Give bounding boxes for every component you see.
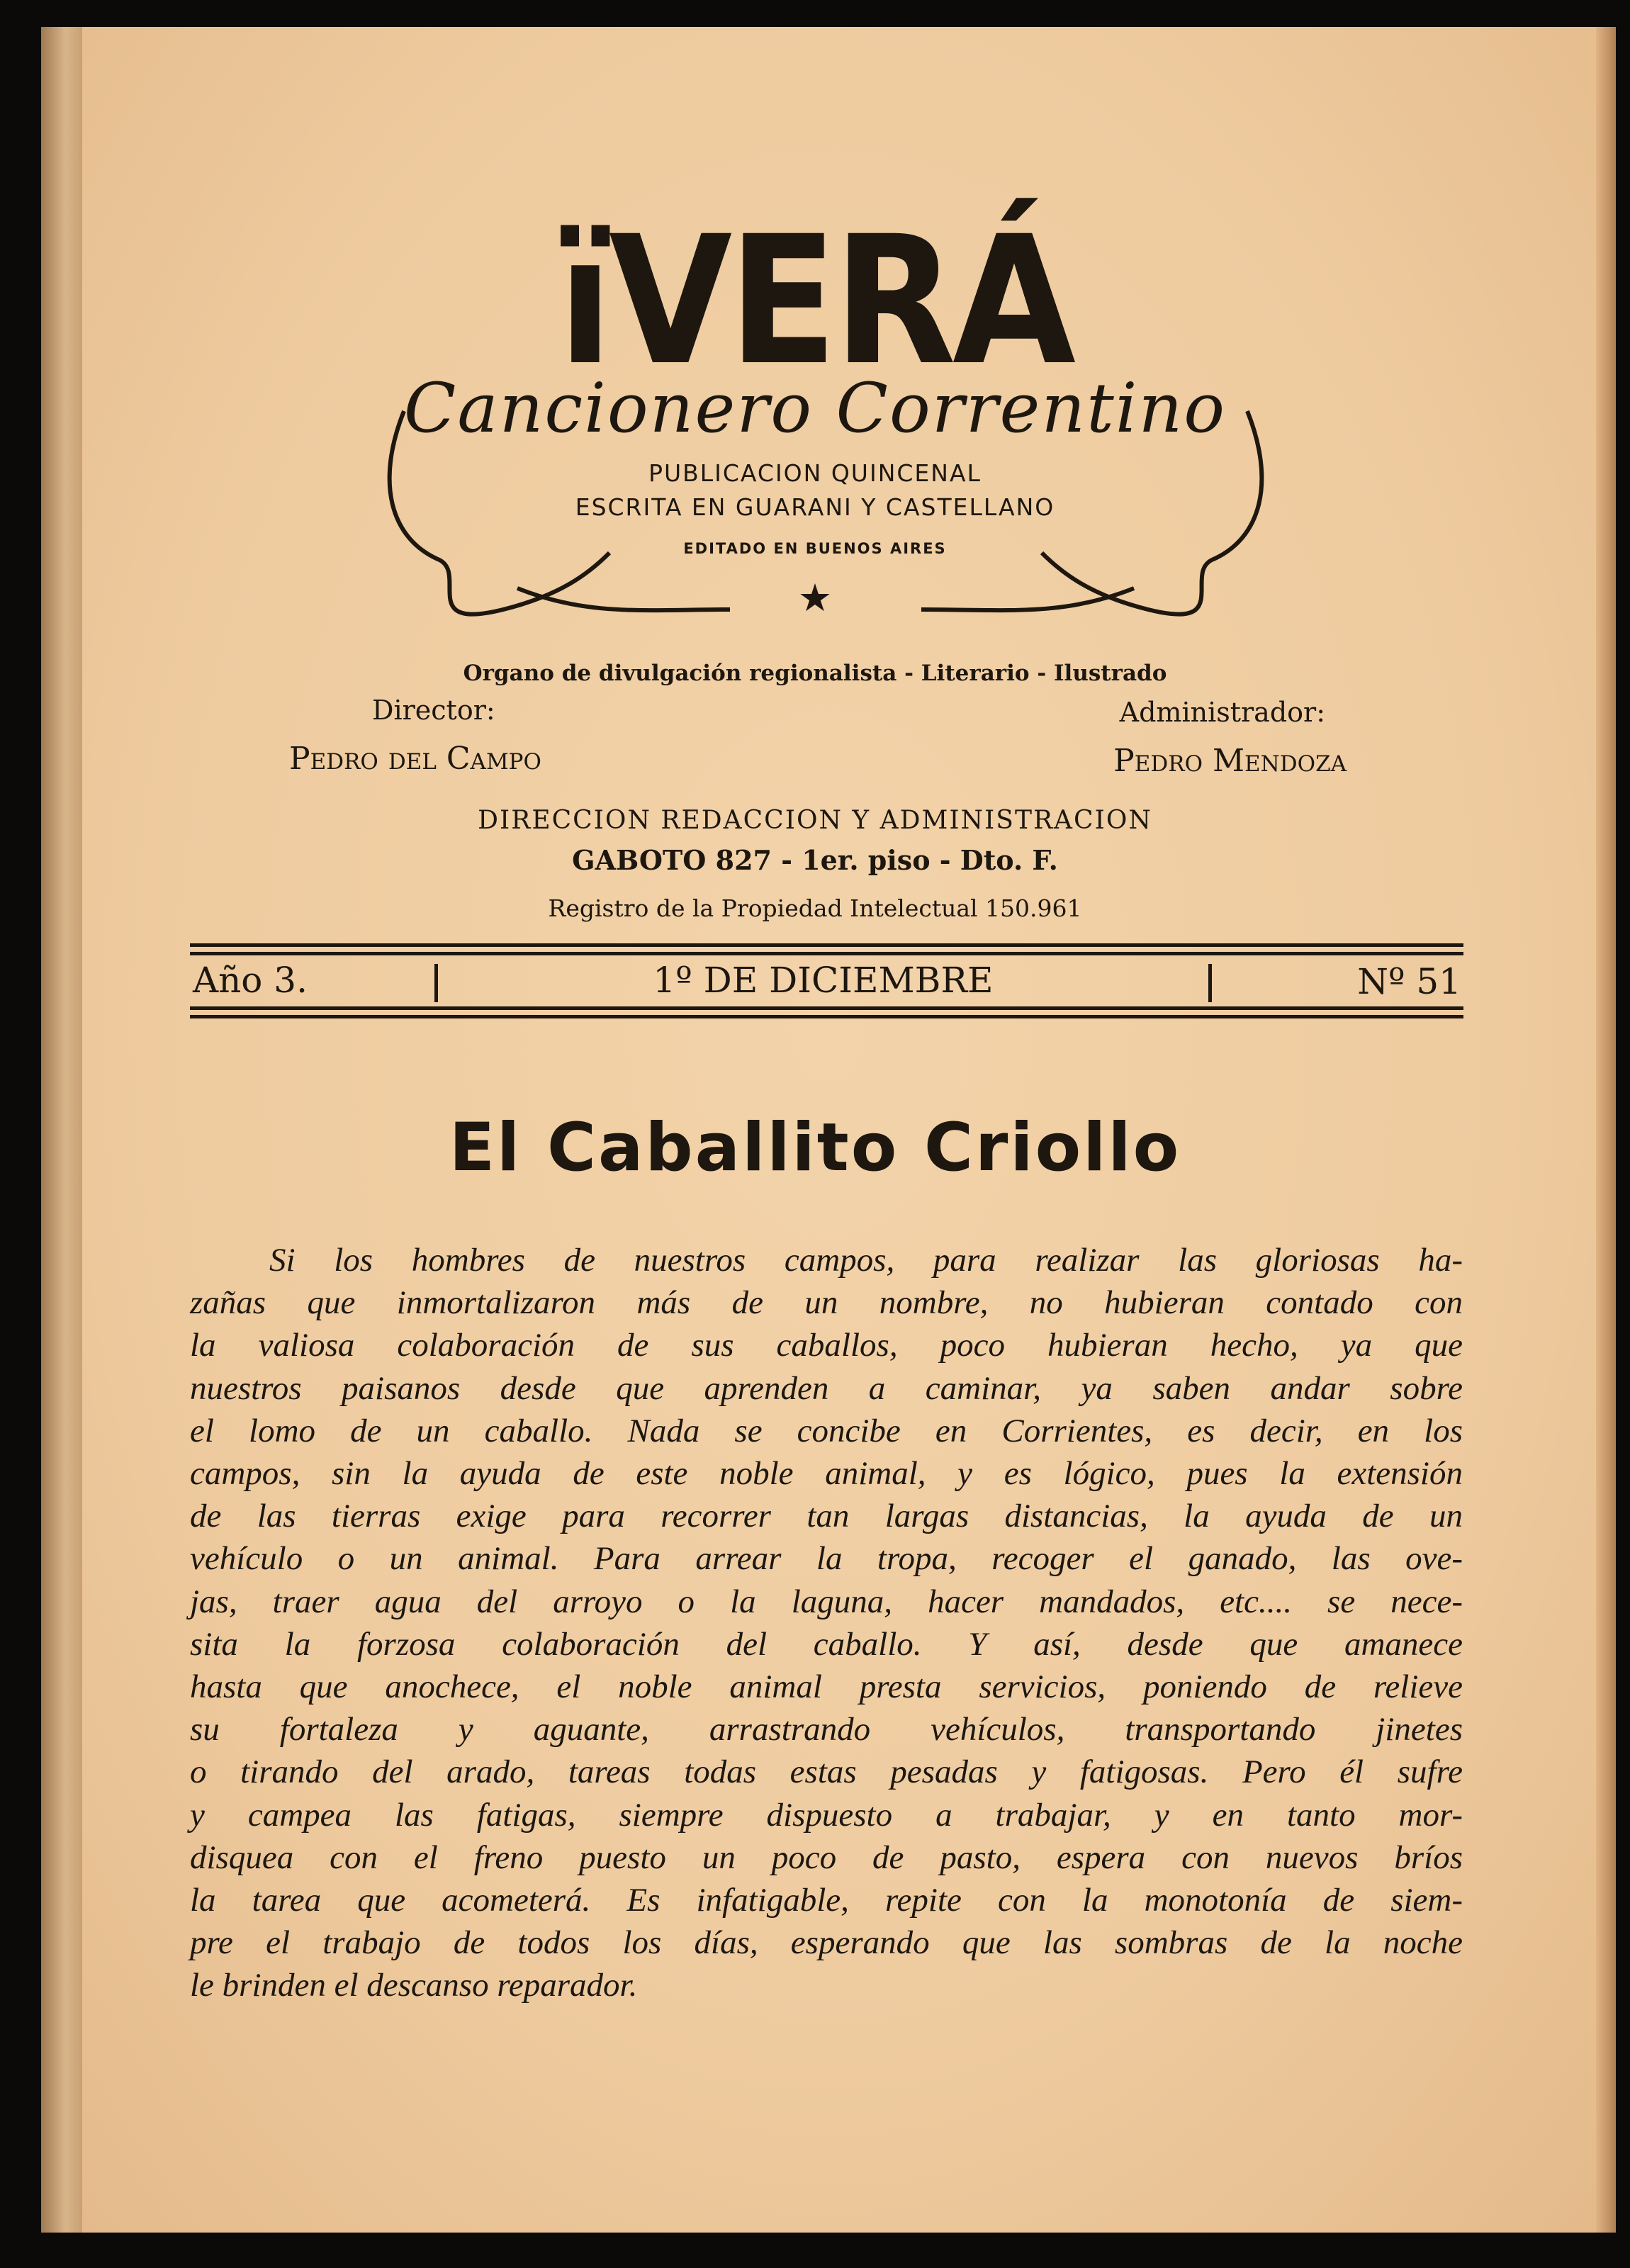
admin-label: Administrador: <box>1119 697 1325 728</box>
body-line: pre el trabajo de todos los días, esperando que las sombras de la noche <box>190 1924 1463 1962</box>
address: GABOTO 827 - 1er. piso - Dto. F. <box>572 844 1058 876</box>
rule-bottom-1 <box>190 1006 1463 1010</box>
director-label: Director: <box>372 695 495 726</box>
body-line: le brinden el descanso reparador. <box>190 1967 638 2004</box>
body-line: su fortaleza y aguante, arrastrando vehículos, transportando jinetes <box>190 1711 1463 1748</box>
issue-year: Año 3. <box>193 960 308 1001</box>
body-line: sita la forzosa colaboración del caballo. Y así, desde que amanece <box>190 1625 1463 1663</box>
body-line: la valiosa colaboración de sus caballos, poco hubieran hecho, ya que <box>190 1327 1463 1364</box>
address-heading: DIRECCION REDACCION Y ADMINISTRACION <box>478 806 1152 835</box>
body-line: jas, traer agua del arroyo o la laguna, hacer mandados, etc.... se nece- <box>190 1583 1463 1620</box>
publication-frequency: PUBLICACION QUINCENAL <box>648 459 982 487</box>
body-line: la tarea que acometerá. Es infatigable, repite con la monotonía de siem- <box>190 1882 1463 1919</box>
rule-top-1 <box>190 943 1463 947</box>
body-line: zañas que inmortalizaron más de un nombre, no hubieran contado con <box>190 1284 1463 1322</box>
article-body <box>190 1239 1463 2007</box>
tagline: Organo de divulgación regionalista - Literario - Ilustrado <box>463 661 1167 686</box>
body-line: campos, sin la ayuda de este noble animal, y es lógico, pues la extensión <box>190 1455 1463 1493</box>
body-line: disquea con el freno puesto un poco de pasto, espera con nuevos bríos <box>190 1838 1463 1876</box>
body-line: o tirando del arado, tareas todas estas pesadas y fatigosas. Pero él sufre <box>190 1753 1463 1791</box>
rule-top-2 <box>190 952 1463 955</box>
admin-name: Pedro Mendoza <box>1113 743 1347 779</box>
body-line: y campea las fatigas, siempre dispuesto a trabajar, y en tanto mor- <box>190 1796 1463 1834</box>
star-icon: ★ <box>797 576 833 620</box>
publication-languages: ESCRITA EN GUARANI Y CASTELLANO <box>575 493 1055 521</box>
article-title: El Caballito Criollo <box>449 1109 1181 1186</box>
body-line: hasta que anochece, el noble animal presta servicios, poniendo de relieve <box>190 1668 1463 1706</box>
director-name: Pedro del Campo <box>289 741 541 777</box>
body-line: de las tierras exige para recorrer tan largas distancias, la ayuda de un <box>190 1498 1463 1535</box>
body-line: nuestros paisanos desde que aprenden a caminar, ya saben andar sobre <box>190 1369 1463 1407</box>
rule-bottom-2 <box>190 1015 1463 1018</box>
registry: Registro de la Propiedad Intelectual 150.961 <box>548 894 1082 922</box>
body-line: Si los hombres de nuestros campos, para realizar las gloriosas ha- <box>269 1242 1463 1279</box>
issue-number: Nº 51 <box>1357 961 1461 1002</box>
logo-title: ïVERÁ <box>558 198 1072 404</box>
body-line: el lomo de un caballo. Nada se concibe en Corrientes, es decir, en los <box>190 1412 1463 1449</box>
body-line: vehículo o un animal. Para arrear la tropa, recoger el ganado, las ove- <box>190 1540 1463 1578</box>
publication-place: EDITADO EN BUENOS AIRES <box>683 540 947 557</box>
divider <box>1208 964 1212 1002</box>
issue-date: 1º DE DICIEMBRE <box>653 960 994 1001</box>
logo-subtitle: Cancionero Correntino <box>403 369 1227 448</box>
